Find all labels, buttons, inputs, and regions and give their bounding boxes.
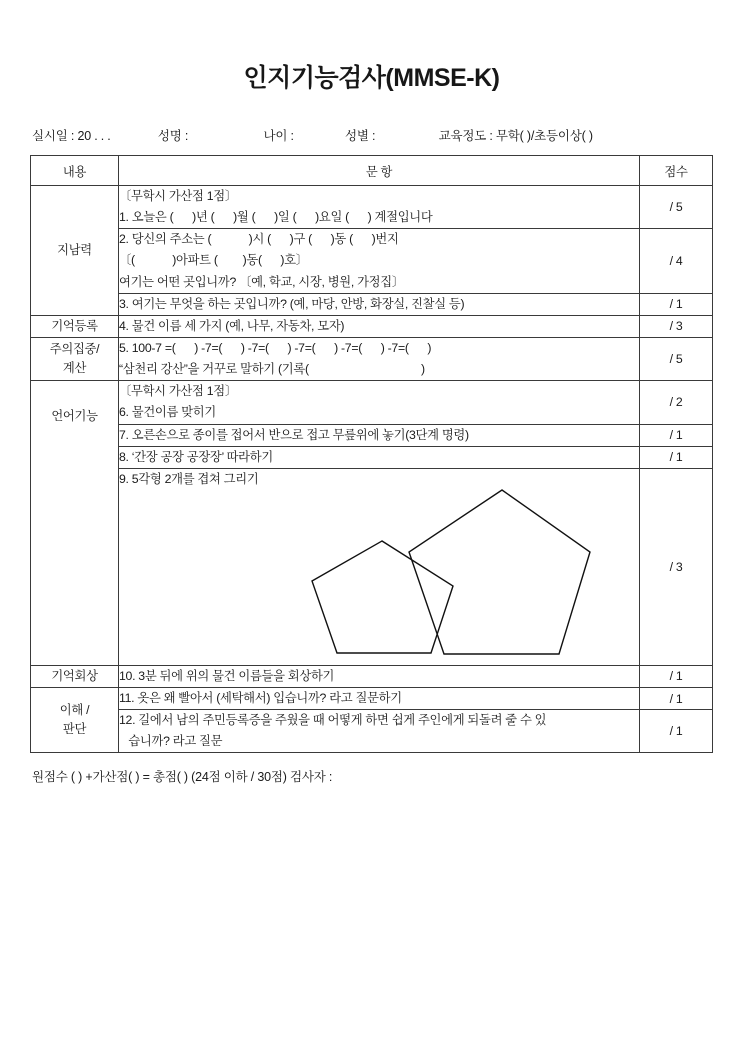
score-cell-3[interactable]: / 1 xyxy=(640,293,713,315)
question-cell-11: 11. 옷은 왜 빨아서 (세탁해서) 입습니까? 라고 질문하기 xyxy=(119,687,640,709)
page-title: 인지기능검사(MMSE-K) xyxy=(243,64,500,92)
score-cell-10[interactable]: / 1 xyxy=(640,665,713,687)
table-row xyxy=(31,710,713,753)
score-cell-12[interactable]: / 1 xyxy=(640,710,713,753)
question-9-text: 9. 5각형 2개를 겹쳐 그리기 xyxy=(119,471,259,486)
category-registration: 기억등록 xyxy=(31,315,119,337)
table-row xyxy=(31,315,713,337)
question-cell-4: 4. 물건 이름 세 가지 (예, 나무, 자동차, 모자) xyxy=(119,315,640,337)
table-body xyxy=(31,186,713,753)
score-cell-4[interactable]: / 3 xyxy=(640,315,713,337)
mmse-question-table xyxy=(30,155,713,753)
question-cell-5: 5. 100-7 =( ) -7=( ) -7=( ) -7=( ) -7=( ) -7=( ) “삼천리 강산”을 거꾸로 말하기 (기록( ) xyxy=(119,337,640,380)
question-cell-7: 7. 오른손으로 종이를 접어서 반으로 접고 무릎위에 놓기(3단계 명령) xyxy=(119,424,640,446)
table-row xyxy=(31,381,713,424)
table-row xyxy=(31,687,713,709)
overlapping-pentagons-figure xyxy=(297,475,617,660)
category-comprehension-judgment: 이해 / 판단 xyxy=(31,687,119,752)
category-recall: 기억회상 xyxy=(31,665,119,687)
question-cell-6: 〔무학시 가산점 1점〕 6. 물건이름 맞히기 xyxy=(119,381,640,424)
patient-name-field[interactable]: 성명 : xyxy=(157,129,189,143)
score-cell-5[interactable]: / 5 xyxy=(640,337,713,380)
table-header-row xyxy=(31,156,713,186)
question-cell-2: 2. 당신의 주소는 ( )시 ( )구 ( )동 ( )번지 〔( )아파트 ( )동( )호〕 여기는 어떤 곳입니까? 〔예, 학교, 시장, 병원, 가정집〕 xyxy=(119,229,640,293)
pentagon-large xyxy=(409,490,590,654)
category-attention-calculation: 주의집중/ 계산 xyxy=(31,337,119,380)
header-content: 내용 xyxy=(31,156,119,186)
table-row xyxy=(31,337,713,380)
header-question: 문 항 xyxy=(119,156,640,186)
score-cell-7[interactable]: / 1 xyxy=(640,424,713,446)
total-score-line: 원점수 ( ) +가산점( ) = 총점( ) (24점 이하 / 30점) 검사자 : xyxy=(32,770,333,785)
score-cell-6[interactable]: / 2 xyxy=(640,381,713,424)
table-row xyxy=(31,665,713,687)
table-row xyxy=(31,424,713,446)
table-row xyxy=(31,468,713,665)
table-row xyxy=(31,186,713,229)
score-cell-2[interactable]: / 4 xyxy=(640,229,713,293)
exam-date-field[interactable]: 실시일 : 20 . . . xyxy=(32,129,111,143)
education-level-field[interactable]: 교육정도 : 무학( )/초등이상( ) xyxy=(438,129,593,143)
category-orientation: 지남력 xyxy=(31,186,119,316)
table-row xyxy=(31,229,713,293)
score-summary-footer[interactable] xyxy=(30,767,713,785)
score-cell-1[interactable]: / 5 xyxy=(640,186,713,229)
form-meta-row xyxy=(30,126,713,144)
question-cell-12: 12. 길에서 남의 주민등록증을 주웠을 때 어떻게 하면 쉽게 주인에게 되돌려 줄 수 있 습니까? 라고 질문 xyxy=(119,710,640,753)
pentagon-small xyxy=(312,541,453,653)
category-language: 언어기능 xyxy=(31,381,119,666)
patient-sex-field[interactable]: 성별 : xyxy=(345,129,376,143)
header-score: 점수 xyxy=(640,156,713,186)
score-cell-11[interactable]: / 1 xyxy=(640,687,713,709)
question-cell-10: 10. 3분 뒤에 위의 물건 이름들을 회상하기 xyxy=(119,665,640,687)
question-cell-8: 8. ‘간장 공장 공장장’ 따라하기 xyxy=(119,446,640,468)
table-row xyxy=(31,293,713,315)
score-cell-9[interactable]: / 3 xyxy=(640,468,713,665)
question-cell-9 xyxy=(119,468,640,665)
question-cell-1: 〔무학시 가산점 1점〕 1. 오늘은 ( )년 ( )월 ( )일 ( )요일 ( ) 계절입니다 xyxy=(119,186,640,229)
question-cell-3: 3. 여기는 무엇을 하는 곳입니까? (예, 마당, 안방, 화장실, 진찰실 등) xyxy=(119,293,640,315)
patient-age-field[interactable]: 나이 : xyxy=(263,129,294,143)
table-row xyxy=(31,446,713,468)
score-cell-8[interactable]: / 1 xyxy=(640,446,713,468)
